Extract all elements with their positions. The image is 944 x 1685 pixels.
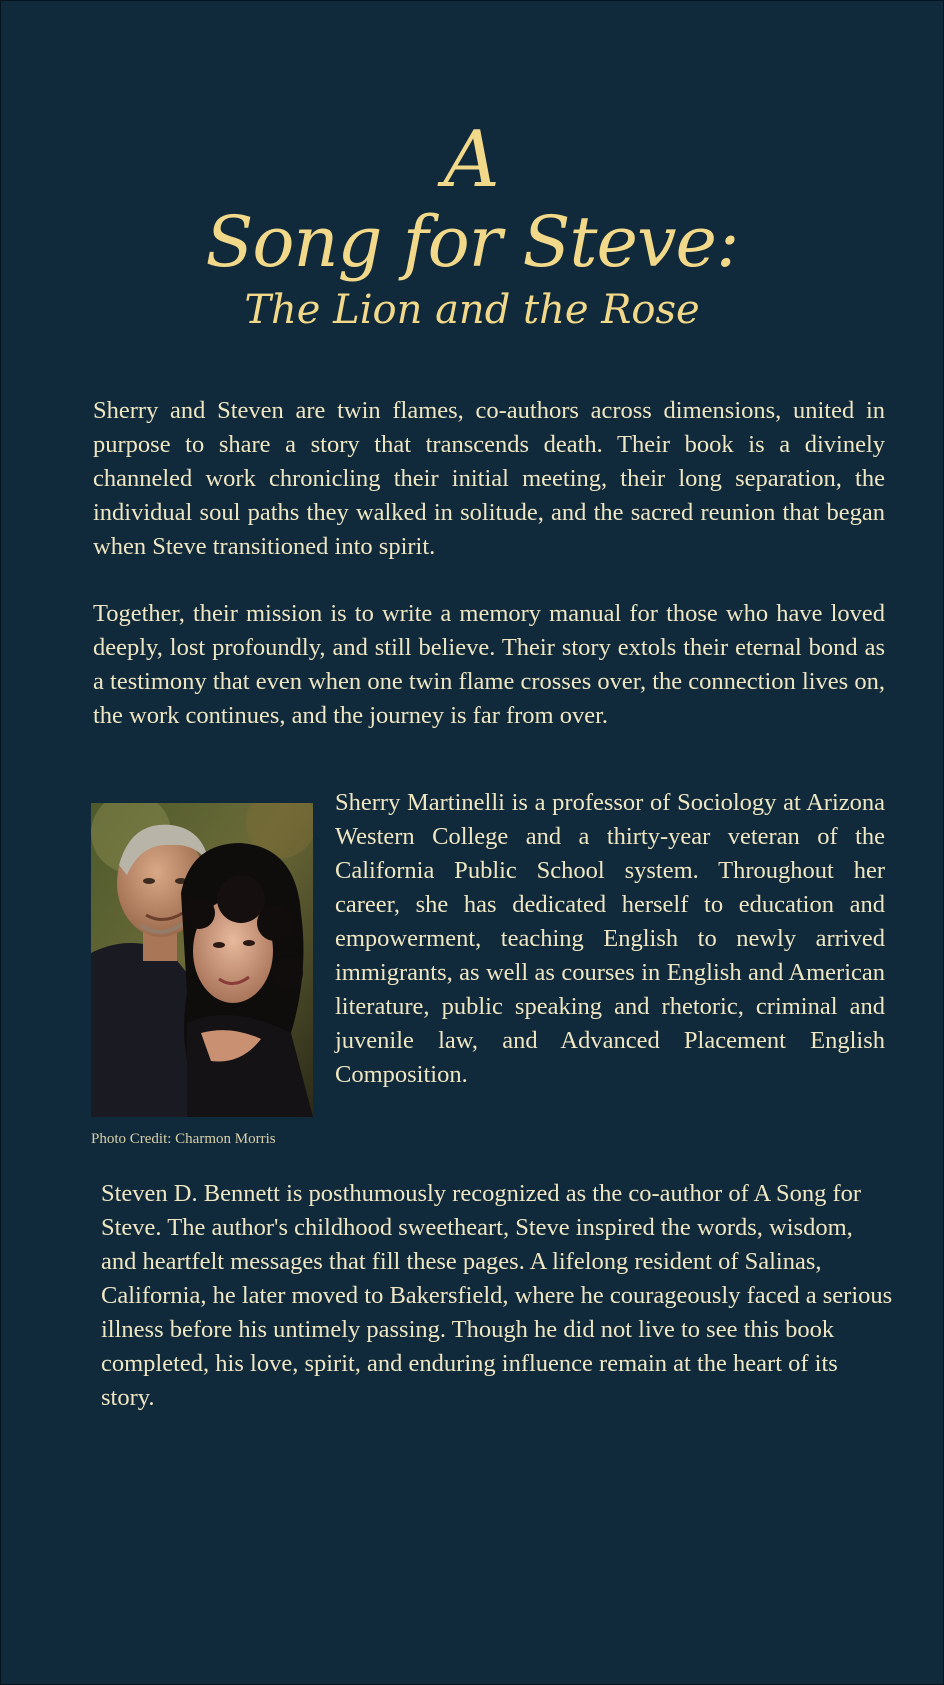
book-title (0, 115, 944, 336)
intro-paragraph: Sherry and Steven are twin flames, co-authors across dimensions, united in purpose to share a story that transcends death. Their book is a divinely channeled work chronicling their initial meeting, their long separation, the individual soul paths they walked in solitude, and the sacred reunion that began when Steve transitioned into spirit. (93, 397, 885, 560)
title-subtitle: The Lion and the Rose (244, 287, 700, 333)
sherry-bio: Sherry Martinelli is a professor of Sociology at Arizona Western College and a thirty-year veteran of the California Public School system. Throughout her career, she has dedicated herself to education and empowerment, teaching English to newly arrived immigrants, as well as courses in English and American literature, public speaking and rhetoric, criminal and juvenile law, and Advanced Placement English Composition. (335, 789, 885, 1088)
author-photo-image (91, 803, 313, 1117)
title-line-a: A (443, 115, 501, 205)
title-main: Song for Steve: (205, 201, 739, 283)
steven-bio: Steven D. Bennett is posthumously recognized as the co-author of A Song for Steve. The author's childhood sweetheart, Steve inspired the words, wisdom, and heartfelt messages that fill these pages. A lifelong resident of Salinas, California, he later moved to Bakersfield, where he courageously faced a serious illness before his untimely passing. Though he did not live to see this book completed, his love, spirit, and enduring influence remain at the heart of its story. (101, 1180, 893, 1411)
mission-paragraph: Together, their mission is to write a memory manual for those who have loved deeply, lost profoundly, and still believe. Their story extols their eternal bond as a testimony that even when one twin flame crosses over, the connection lives on, the work continues, and the journey is far from over. (93, 600, 885, 729)
author-photo (91, 803, 313, 1117)
photo-credit: Photo Credit: Charmon Morris (91, 1131, 276, 1147)
